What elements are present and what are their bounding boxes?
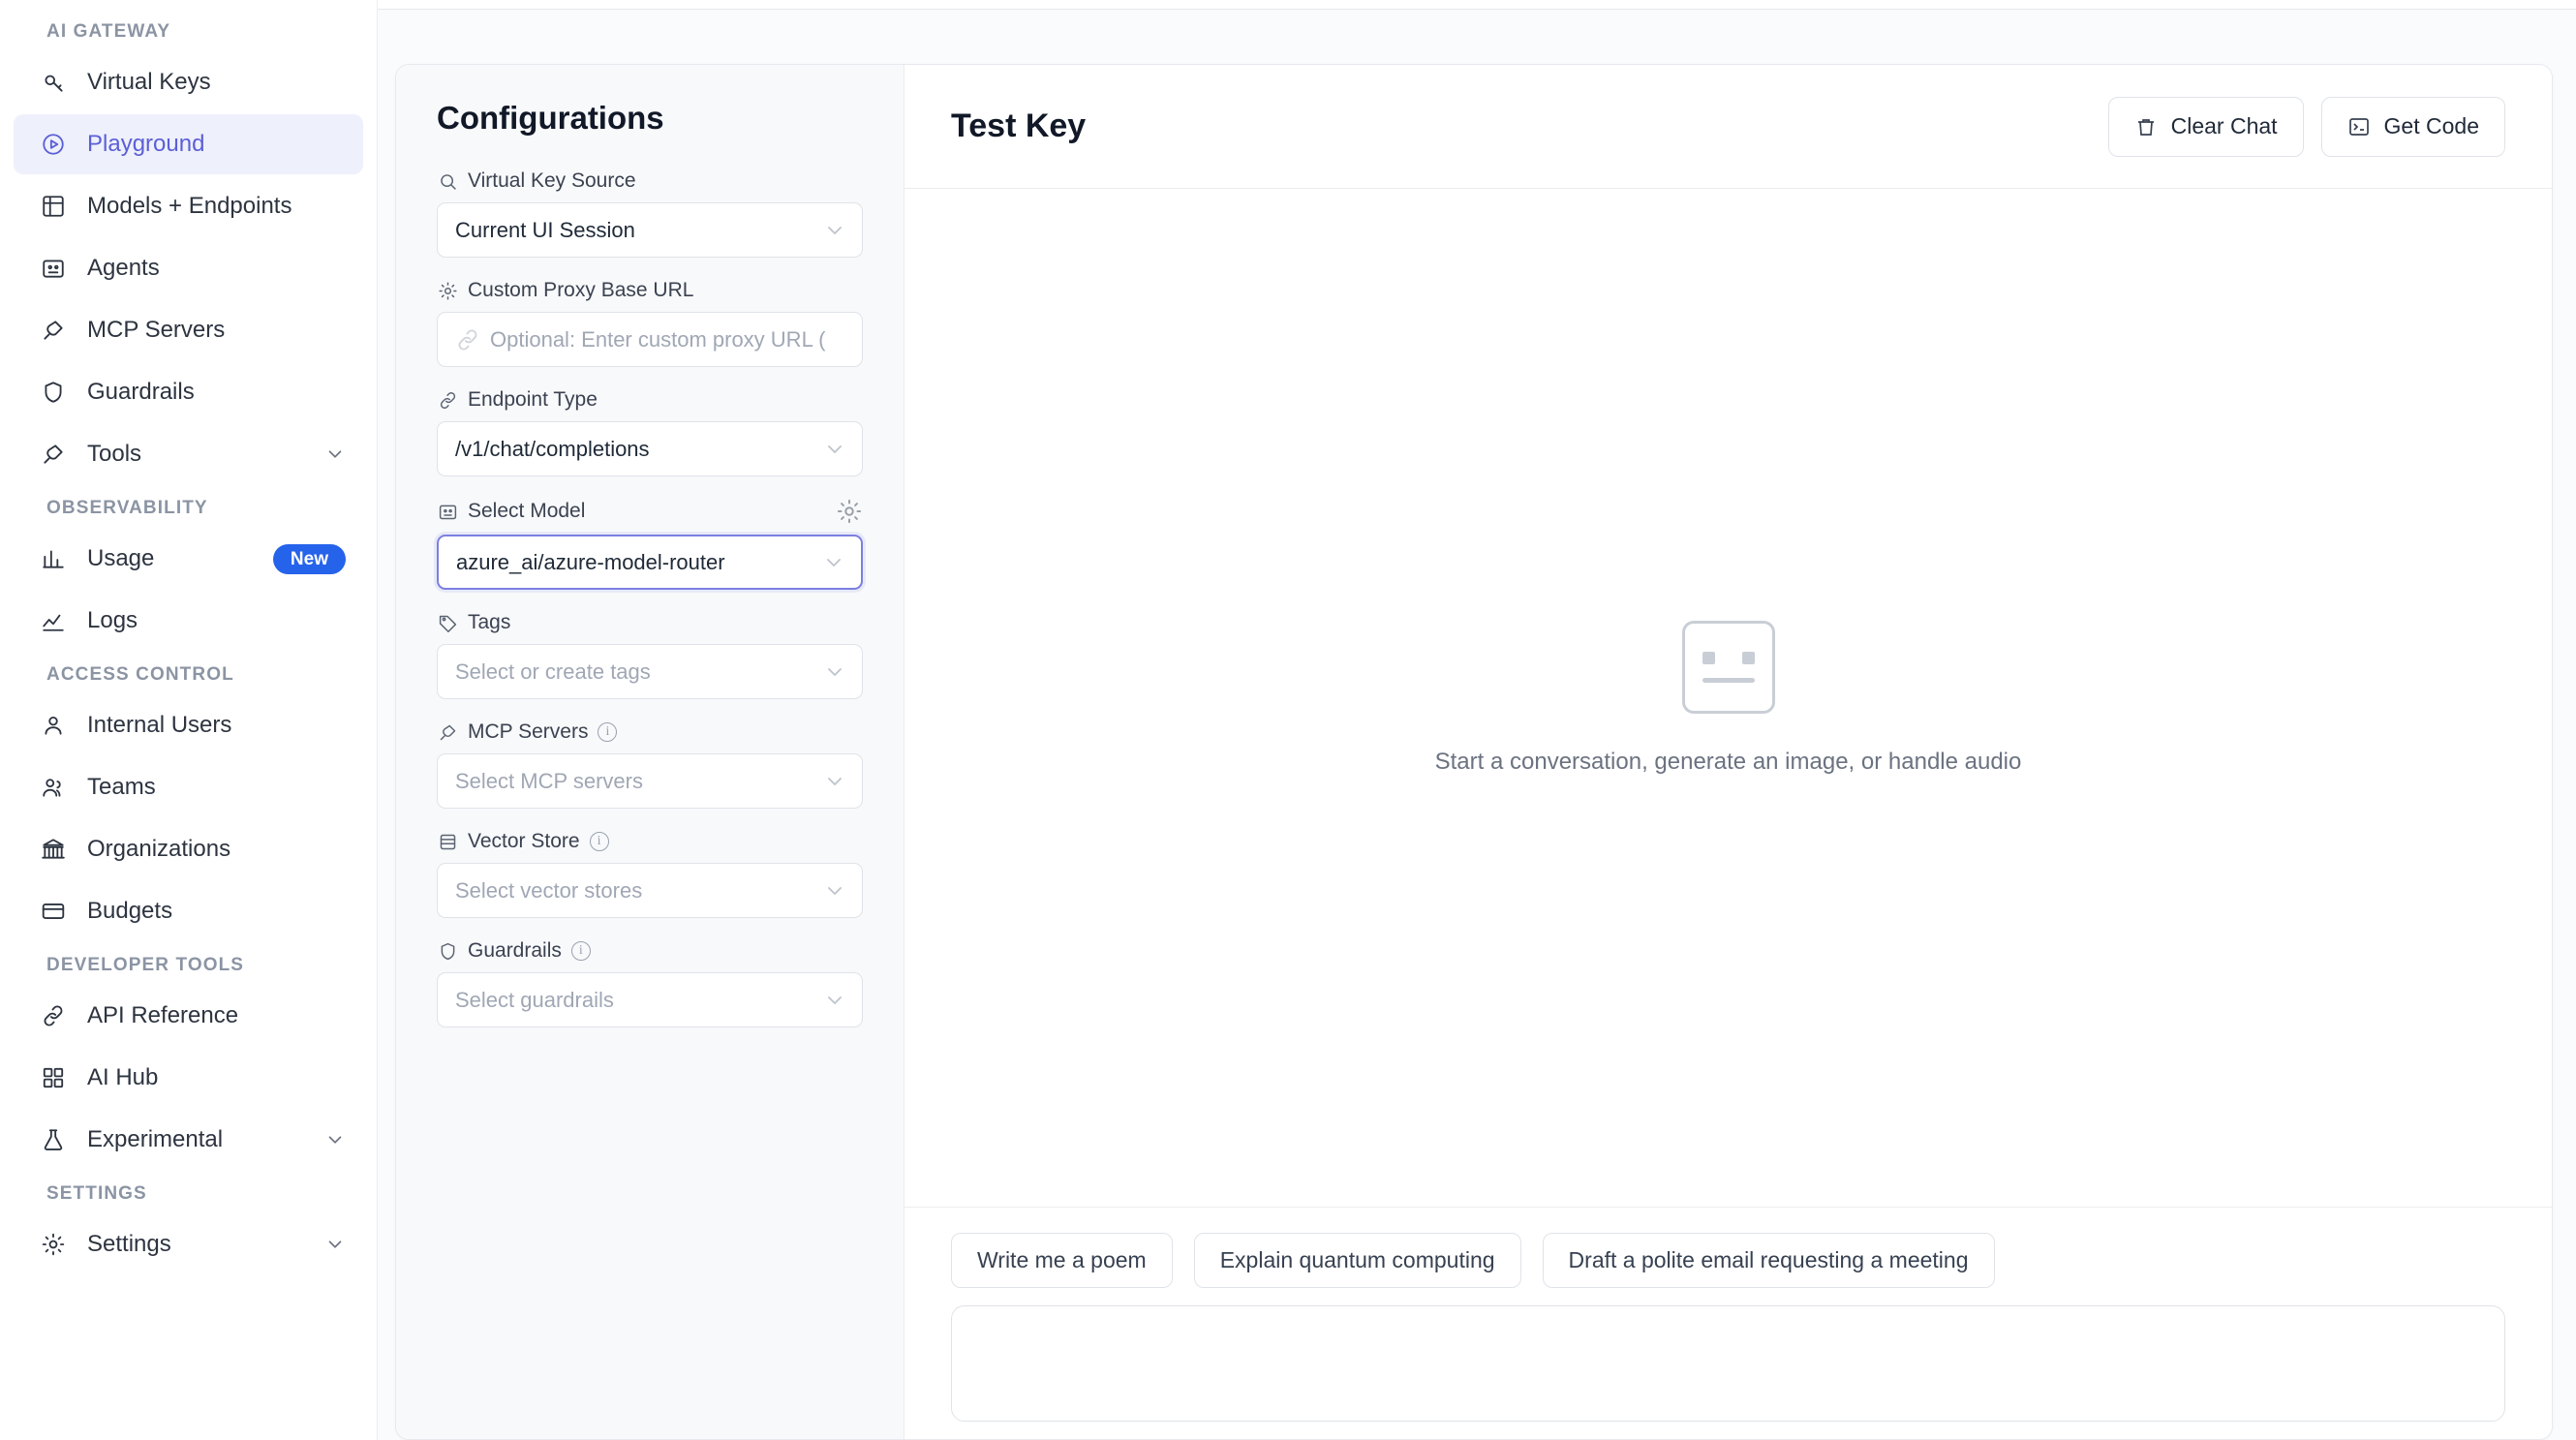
virtual-key-source-value: Current UI Session <box>455 217 635 242</box>
guardrails-select[interactable] <box>437 972 863 1027</box>
sidebar-item-usage[interactable] <box>14 529 363 589</box>
terminal-icon <box>2347 115 2371 138</box>
chevron-down-icon[interactable] <box>823 770 846 793</box>
select-model-select[interactable] <box>437 535 863 590</box>
sidebar-item-label: Playground <box>87 131 205 157</box>
clear-chat-label: Clear Chat <box>2170 113 2278 138</box>
chevron-down-icon[interactable] <box>823 660 846 684</box>
chevron-down-icon[interactable] <box>324 1234 346 1255</box>
sidebar-section-label: AI GATEWAY <box>46 21 171 42</box>
field-select-model <box>437 498 863 590</box>
sidebar-item-label: MCP Servers <box>87 317 226 343</box>
sidebar <box>0 0 378 1440</box>
user-icon <box>39 711 68 740</box>
field-virtual-key-source <box>437 169 863 258</box>
mcp-servers-select[interactable] <box>437 753 863 809</box>
label-text: Endpoint Type <box>468 388 598 411</box>
users-icon <box>39 773 68 802</box>
get-code-label: Get Code <box>2383 113 2479 138</box>
config-fields <box>437 169 863 1027</box>
bank-icon <box>39 835 68 864</box>
plug-icon <box>437 721 458 743</box>
chat-panel <box>905 65 2552 1439</box>
sidebar-item-guardrails[interactable] <box>14 362 363 422</box>
sidebar-item-ai-hub[interactable] <box>14 1048 363 1108</box>
field-label-tags <box>437 611 863 634</box>
info-icon[interactable]: i <box>590 832 609 851</box>
field-guardrails <box>437 939 863 1027</box>
suggestion-chips <box>905 1207 2552 1305</box>
chevron-down-icon[interactable] <box>823 219 846 242</box>
field-custom-proxy-base-url <box>437 279 863 367</box>
label-text: Virtual Key Source <box>468 169 636 192</box>
field-label-custom-proxy-base-url <box>437 279 863 302</box>
sidebar-item-virtual-keys[interactable] <box>14 52 363 112</box>
flask-icon <box>39 1125 68 1154</box>
sidebar-item-label: Usage <box>87 545 155 571</box>
sidebar-item-experimental[interactable] <box>14 1110 363 1170</box>
sidebar-item-label: Experimental <box>87 1126 224 1152</box>
sidebar-item-label: Virtual Keys <box>87 69 211 95</box>
field-label-vector-store <box>437 830 863 853</box>
vector-store-select[interactable] <box>437 863 863 918</box>
vector-store-value: Select vector stores <box>455 877 643 903</box>
grid-icon <box>39 1063 68 1092</box>
virtual-key-source-select[interactable] <box>437 202 863 258</box>
sidebar-item-api-reference[interactable] <box>14 986 363 1046</box>
suggestion-chip[interactable]: Draft a polite email requesting a meeting <box>1543 1233 1995 1288</box>
field-label-guardrails <box>437 939 863 963</box>
message-input[interactable] <box>951 1305 2505 1422</box>
clear-chat-button[interactable] <box>2108 97 2304 157</box>
shield-icon <box>39 378 68 407</box>
search-icon <box>437 170 458 192</box>
model-settings-gear-icon[interactable] <box>836 498 863 525</box>
field-label-mcp-servers <box>437 720 863 744</box>
suggestion-chip[interactable]: Explain quantum computing <box>1194 1233 1521 1288</box>
mcp-servers-value: Select MCP servers <box>455 768 643 793</box>
gear-icon <box>437 280 458 301</box>
credit-card-icon <box>39 897 68 926</box>
endpoint-type-value: /v1/chat/completions <box>455 436 650 461</box>
trash-icon <box>2134 115 2158 138</box>
link-icon <box>455 327 480 352</box>
label-text: Custom Proxy Base URL <box>468 279 694 301</box>
page-title: Test Key <box>951 107 1087 144</box>
sidebar-item-organizations[interactable] <box>14 819 363 879</box>
sidebar-section-label: OBSERVABILITY <box>46 498 208 518</box>
get-code-button[interactable] <box>2321 97 2505 157</box>
sidebar-item-label: Budgets <box>87 898 173 924</box>
guardrails-value: Select guardrails <box>455 987 614 1012</box>
playground-content <box>378 46 2576 1440</box>
sidebar-section-label: ACCESS CONTROL <box>46 664 234 685</box>
label-text: Select Model <box>468 500 586 522</box>
play-circle-icon <box>39 130 68 159</box>
sidebar-section-label: DEVELOPER TOOLS <box>46 955 245 975</box>
sidebar-item-label: Settings <box>87 1231 171 1257</box>
main-area <box>378 0 2576 1440</box>
chevron-down-icon[interactable] <box>823 879 846 903</box>
sidebar-item-internal-users[interactable] <box>14 695 363 755</box>
label-text: MCP Servers <box>468 720 589 743</box>
sidebar-item-label: API Reference <box>87 1002 239 1028</box>
endpoint-type-select[interactable] <box>437 421 863 476</box>
robot-face-icon <box>1682 621 1775 714</box>
info-icon[interactable]: i <box>598 722 617 742</box>
field-vector-store <box>437 830 863 918</box>
link-icon <box>39 1001 68 1030</box>
label-text: Vector Store <box>468 830 580 852</box>
chevron-down-icon[interactable] <box>823 989 846 1012</box>
sidebar-item-label: Agents <box>87 255 160 281</box>
tags-select[interactable] <box>437 644 863 699</box>
link-icon <box>437 389 458 411</box>
sidebar-section-label: SETTINGS <box>46 1183 147 1204</box>
tabs-bar <box>378 0 2576 10</box>
chevron-down-icon[interactable] <box>822 551 845 574</box>
chevron-down-icon[interactable] <box>823 438 846 461</box>
field-endpoint-type <box>437 388 863 476</box>
sidebar-item-logs[interactable] <box>14 591 363 651</box>
playground-card <box>395 64 2553 1440</box>
sidebar-item-label: Models + Endpoints <box>87 193 292 219</box>
sidebar-item-label: AI Hub <box>87 1064 159 1090</box>
wrench-icon <box>39 440 68 469</box>
label-text: Tags <box>468 611 511 633</box>
chevron-down-icon[interactable] <box>324 444 346 465</box>
field-label-virtual-key-source <box>437 169 863 193</box>
database-icon <box>437 831 458 852</box>
key-icon <box>39 68 68 97</box>
sidebar-item-agents[interactable] <box>14 238 363 298</box>
suggestion-chip[interactable]: Write me a poem <box>951 1233 1173 1288</box>
sidebar-item-budgets[interactable] <box>14 881 363 941</box>
chat-header <box>905 65 2552 189</box>
sidebar-item-settings[interactable] <box>14 1214 363 1274</box>
info-icon[interactable]: i <box>571 941 591 961</box>
label-text: Guardrails <box>468 939 562 962</box>
chevron-down-icon[interactable] <box>324 1129 346 1150</box>
tag-icon <box>437 612 458 633</box>
sidebar-item-label: Internal Users <box>87 712 232 738</box>
layers-icon <box>39 192 68 221</box>
sidebar-item-label: Tools <box>87 441 142 467</box>
robot-icon <box>437 501 458 522</box>
sidebar-item-label: Organizations <box>87 836 231 862</box>
sidebar-item-label: Teams <box>87 774 156 800</box>
configurations-title: Configurations <box>437 100 664 136</box>
sidebar-item-mcp-servers[interactable] <box>14 300 363 360</box>
plug-icon <box>39 316 68 345</box>
sidebar-item-teams[interactable] <box>14 757 363 817</box>
field-label-select-model <box>437 498 863 525</box>
sidebar-item-tools[interactable] <box>14 424 363 484</box>
status-badge: New <box>273 544 346 574</box>
sidebar-item-label: Logs <box>87 607 138 633</box>
robot-icon <box>39 254 68 283</box>
select-model-value: azure_ai/azure-model-router <box>456 549 725 574</box>
sidebar-item-playground[interactable] <box>14 114 363 174</box>
field-mcp-servers <box>437 720 863 809</box>
tags-value: Select or create tags <box>455 659 651 684</box>
sidebar-item-models-endpoints[interactable] <box>14 176 363 236</box>
empty-state-text: Start a conversation, generate an image, or handle audio <box>1434 748 2022 775</box>
custom-proxy-base-url-select[interactable] <box>437 312 863 367</box>
chat-empty-state <box>905 189 2552 1207</box>
shield-icon <box>437 940 458 962</box>
bar-chart-icon <box>39 544 68 573</box>
custom-proxy-base-url-value: Optional: Enter custom proxy URL ( <box>490 326 826 352</box>
line-chart-icon <box>39 606 68 635</box>
sidebar-item-label: Guardrails <box>87 379 195 405</box>
gear-icon <box>39 1230 68 1259</box>
field-label-endpoint-type <box>437 388 863 412</box>
field-tags <box>437 611 863 699</box>
configurations-panel <box>396 65 905 1439</box>
